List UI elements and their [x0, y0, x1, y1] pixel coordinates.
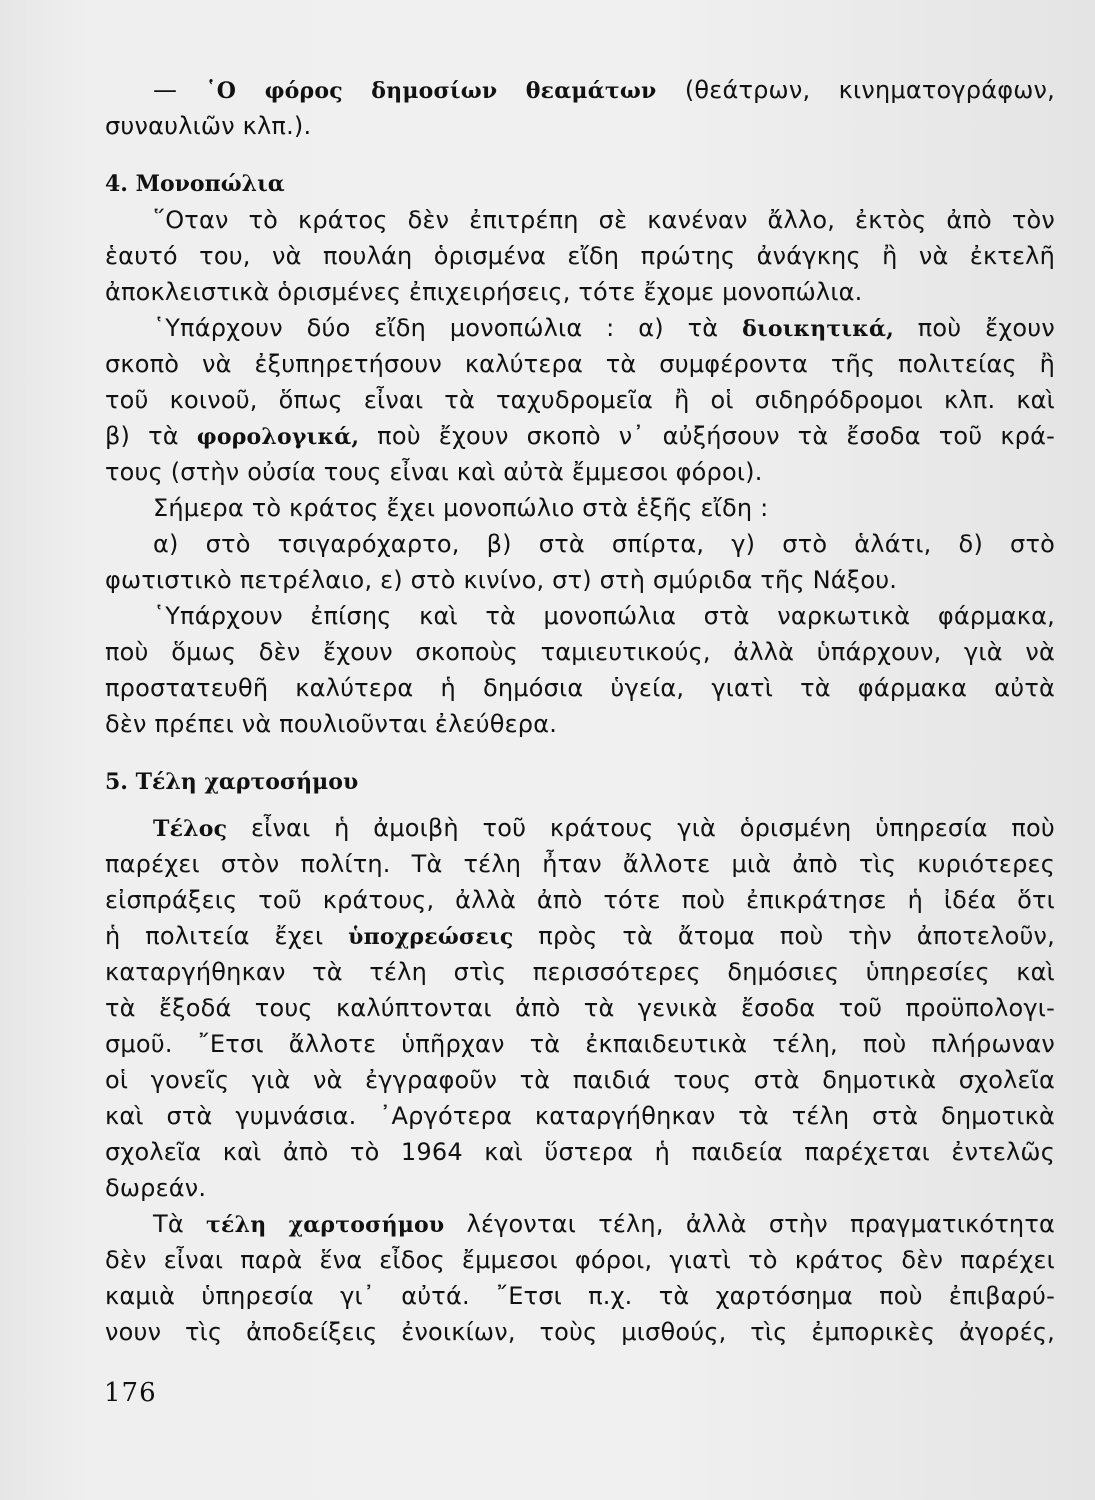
- text-line: καταργήθηκαν τὰ τέλη στὶς περισσότερες δημόσιες ὑπηρεσίες καὶ: [105, 958, 1055, 986]
- section-heading: 4. Μονοπώλια: [105, 171, 285, 197]
- text-line: τοῦ κοινοῦ, ὅπως εἶναι τὰ ταχυδρομεῖα ἢ οἱ σιδηρόδρομοι κλπ. καὶ: [105, 386, 1055, 414]
- text-line: σχολεῖα καὶ ἀπὸ τὸ 1964 καὶ ὕστερα ἡ παιδεία παρέχεται ἐντελῶς: [105, 1138, 1055, 1166]
- page-body: [105, 72, 1055, 1350]
- text-line: προστατευθῆ καλύτερα ἡ δημόσια ὑγεία, γιατὶ τὰ φάρμακα αὐτὰ: [105, 674, 1055, 702]
- text-line: ποὺ ὅμως δὲν ἔχουν σκοποὺς ταμιευτικούς, ἀλλὰ ὑπάρχουν, γιὰ νὰ: [105, 638, 1055, 666]
- paragraph: [105, 310, 1055, 490]
- text-line: οἱ γονεῖς γιὰ νὰ ἐγγραφοῦν τὰ παιδιά τους στὰ δημοτικὰ σχολεῖα: [105, 1066, 1055, 1094]
- bold-term: ὑποχρεώσεις: [348, 924, 514, 950]
- text-line: Σήμερα τὸ κράτος ἔχει μονοπώλιο στὰ ἑξῆς εἴδη :: [153, 494, 769, 522]
- text-line: σκοπὸ νὰ ἐξυπηρετήσουν καλύτερα τὰ συμφέροντα τῆς πολιτείας ἢ: [105, 350, 1055, 378]
- top-item: [105, 72, 1055, 144]
- paragraph: [105, 598, 1055, 742]
- text-line: νουν τὶς ἀποδείξεις ἐνοικίων, τοὺς μισθούς, τὶς ἐμπορικὲς ἀγορές,: [105, 1318, 1055, 1346]
- text-line: Τέλος εἶναι ἡ ἀμοιβὴ τοῦ κράτους γιὰ ὁρισμένη ὑπηρεσία ποὺ: [153, 814, 1055, 842]
- text-line: Τὰ τέλη χαρτοσήμου λέγονται τέλη, ἀλλὰ στὴν πραγματικότητα: [153, 1210, 1055, 1238]
- text-line: τους (στὴν οὐσία τους εἶναι καὶ αὐτὰ ἔμμεσοι φόροι).: [105, 458, 763, 486]
- text-line: α) στὸ τσιγαρόχαρτο, β) στὰ σπίρτα, γ) στὸ ἁλάτι, δ) στὸ: [153, 530, 1055, 558]
- paragraph: [105, 490, 1055, 598]
- section-heading: 5. Τέλη χαρτοσήμου: [105, 769, 359, 795]
- paragraph: [105, 1206, 1055, 1350]
- text-line: ῾Υπάρχουν ἐπίσης καὶ τὰ μονοπώλια στὰ ναρκωτικὰ φάρμακα,: [153, 602, 1055, 630]
- bold-term: φορολογικά,: [196, 424, 360, 450]
- text-line: ἀποκλειστικὰ ὁρισμένες ἐπιχειρήσεις, τότε ἔχομε μονοπώλια.: [105, 278, 863, 306]
- page-number: 176: [104, 1378, 157, 1408]
- bold-term: ῾Ο φόρος δημοσίων θεαμάτων: [205, 78, 657, 104]
- bold-term: διοικητικά,: [742, 316, 894, 342]
- text-line: ἡ πολιτεία ἔχει ὑποχρεώσεις πρὸς τὰ ἄτομα ποὺ τὴν ἀποτελοῦν,: [105, 922, 1055, 950]
- text-line: σμοῦ. ῎Ετσι ἄλλοτε ὑπῆρχαν τὰ ἐκπαιδευτικὰ τέλη, ποὺ πλήρωναν: [105, 1030, 1055, 1058]
- text-line: ῾Υπάρχουν δύο εἴδη μονοπώλια : α) τὰ διοικητικά, ποὺ ἔχουν: [153, 314, 1055, 342]
- bold-term: Τέλος: [153, 816, 228, 842]
- text-line: φωτιστικὸ πετρέλαιο, ε) στὸ κινίνο, στ) στὴ σμύριδα τῆς Νάξου.: [105, 566, 898, 594]
- text-line: καὶ στὰ γυμνάσια. ᾿Αργότερα καταργήθηκαν τὰ τέλη στὰ δημοτικὰ: [105, 1102, 1055, 1130]
- text-line: ῞Οταν τὸ κράτος δὲν ἐπιτρέπη σὲ κανέναν ἄλλο, ἐκτὸς ἀπὸ τὸν: [153, 206, 1055, 234]
- text-line: καμιὰ ὑπηρεσία γι᾿ αὐτά. ῎Ετσι π.χ. τὰ χαρτόσημα ποὺ ἐπιβαρύ-: [105, 1282, 1055, 1310]
- text-line: β) τὰ φορολογικά, ποὺ ἔχουν σκοπὸ ν᾿ αὐξήσουν τὰ ἔσοδα τοῦ κρά-: [105, 422, 1055, 450]
- paragraph: [105, 810, 1055, 1206]
- text-line: εἰσπράξεις τοῦ κράτους, ἀλλὰ ἀπὸ τότε ποὺ ἐπικράτησε ἡ ἰδέα ὅτι: [105, 886, 1055, 914]
- text-line: ἑαυτό του, νὰ πουλάη ὁρισμένα εἴδη πρώτης ἀνάγκης ἢ νὰ ἐκτελῆ: [105, 242, 1055, 270]
- bold-term: τέλη χαρτοσήμου: [206, 1212, 445, 1238]
- text-line: συναυλιῶν κλπ.).: [105, 112, 312, 140]
- text-line: δὲν πρέπει νὰ πουλιοῦνται ἐλεύθερα.: [105, 710, 558, 738]
- text-line: δωρεάν.: [105, 1174, 207, 1202]
- text-line: τὰ ἔξοδά τους καλύπτονται ἀπὸ τὰ γενικὰ ἔσοδα τοῦ προϋπολογι-: [105, 994, 1055, 1022]
- text-line: δὲν εἶναι παρὰ ἕνα εἶδος ἔμμεσοι φόροι, γιατὶ τὸ κράτος δὲν παρέχει: [105, 1246, 1055, 1274]
- paragraph: [105, 202, 1055, 310]
- text-line: — ῾Ο φόρος δημοσίων θεαμάτων (θεάτρων, κινηματογράφων,: [153, 76, 1055, 104]
- text-line: παρέχει στὸν πολίτη. Τὰ τέλη ἦταν ἄλλοτε μιὰ ἀπὸ τὶς κυριότερες: [105, 850, 1055, 878]
